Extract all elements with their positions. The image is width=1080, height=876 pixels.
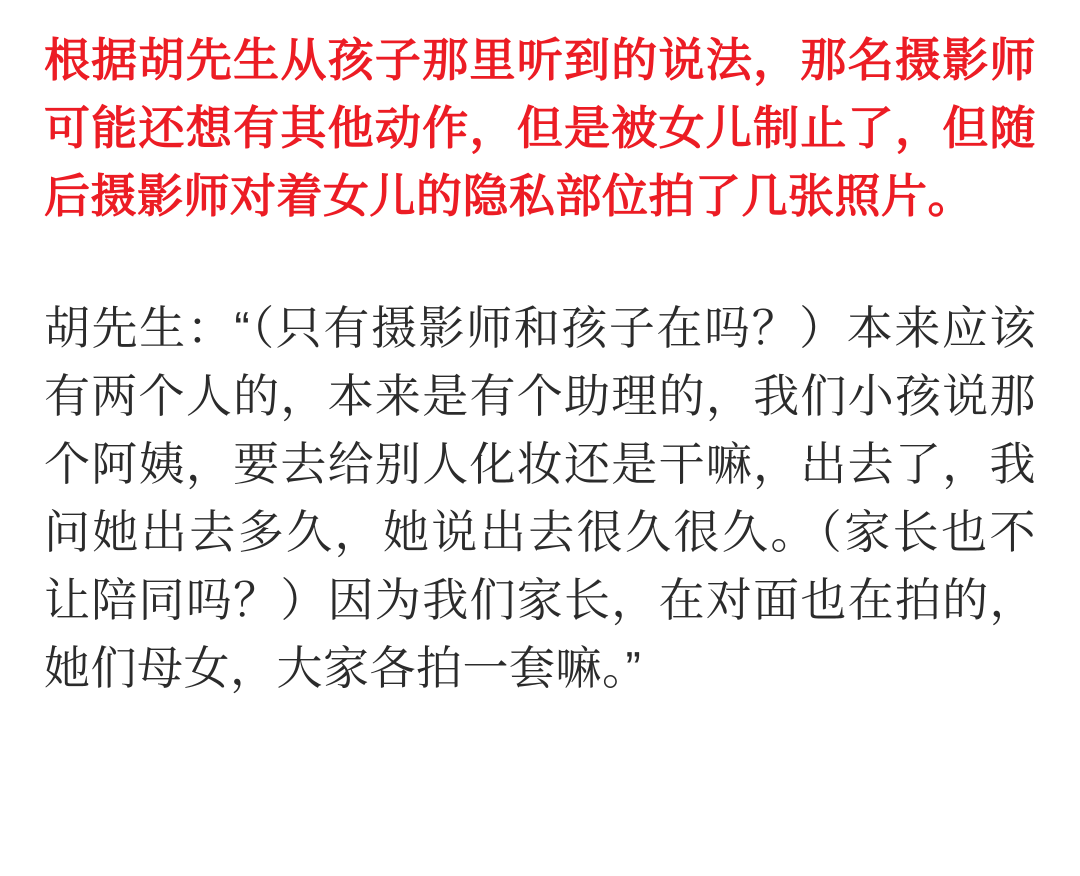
highlight-paragraph: 根据胡先生从孩子那里听到的说法，那名摄影师可能还想有其他动作，但是被女儿制止了，但随后摄影师对着女儿的隐私部位拍了几张照片。 <box>44 34 1036 222</box>
quote-paragraph: 胡先生：“（只有摄影师和孩子在吗？）本来应该有两个人的，本来是有个助理的，我们小孩说那个阿姨，要去给别人化妆还是干嘛，出去了，我问她出去多久，她说出去很久很久。（家长也不让陪同吗？）因为我们家长，在对面也在拍的，她们母女，大家各拍一套嘛。” <box>44 302 1036 694</box>
